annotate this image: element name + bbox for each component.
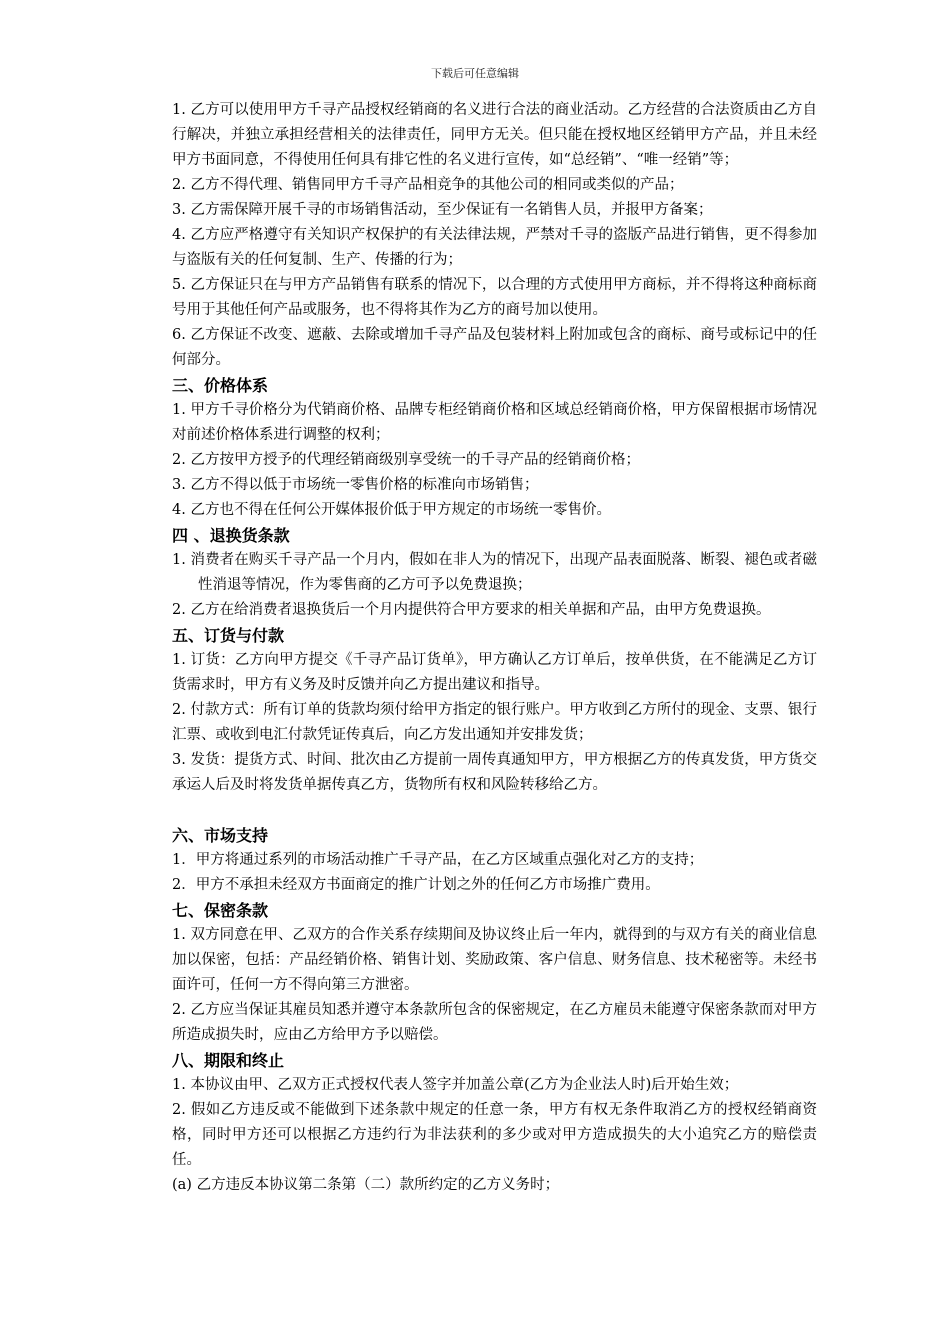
clause-paragraph: 2. 乙方在给消费者退换货后一个月内提供符合甲方要求的相关单据和产品，由甲方免费退换。 [172,602,771,618]
section-heading-term-termination: 八、期限和终止 [172,1051,285,1070]
section-heading-confidentiality: 七、保密条款 [172,901,269,920]
clause-paragraph: 4. 乙方应严格遵守有关知识产权保护的有关法律法规，严禁对千寻的盗版产品进行销售，更不得参加与盗版有关的任何复制、生产、传播的行为； [172,227,817,268]
clause-paragraph: 1. 乙方可以使用甲方千寻产品授权经销商的名义进行合法的商业活动。乙方经营的合法资质由乙方自行解决，并独立承担经营相关的法律责任，同甲方无关。但只能在授权地区经销甲方产品，并且未经甲方书面同意，不得使用任何具有排它性的名义进行宣传，如“总经销”、“唯一经销”等； [172,102,817,168]
clause-paragraph: 5. 乙方保证只在与甲方产品销售有联系的情况下，以合理的方式使用甲方商标，并不得将这种商标商号用于其他任何产品或服务，也不得将其作为乙方的商号加以使用。 [172,277,817,318]
clause-paragraph: 6. 乙方保证不改变、遮蔽、去除或增加千寻产品及包装材料上附加或包含的商标、商号或标记中的任何部分。 [172,327,817,368]
clause-paragraph: 1. 甲方千寻价格分为代销商价格、品牌专柜经销商价格和区域总经销商价格，甲方保留根据市场情况对前述价格体系进行调整的权利； [172,402,817,443]
clause-paragraph: 3. 发货：提货方式、时间、批次由乙方提前一周传真通知甲方，甲方根据乙方的传真发货，甲方货交承运人后及时将发货单据传真乙方，货物所有权和风险转移给乙方。 [172,752,817,793]
clause-paragraph: 1. 订货：乙方向甲方提交《千寻产品订货单》，甲方确认乙方订单后，按单供货，在不能满足乙方订货需求时，甲方有义务及时反馈并向乙方提出建议和指导。 [172,652,817,693]
document-body [172,98,817,1198]
clause-paragraph: 2. 假如乙方违反或不能做到下述条款中规定的任意一条，甲方有权无条件取消乙方的授权经销商资格，同时甲方还可以根据乙方违约行为非法获利的多少或对甲方造成损失的大小追究乙方的赔偿责任。 [172,1102,817,1168]
clause-paragraph: 1. 消费者在购买千寻产品一个月内，假如在非人为的情况下，出现产品表面脱落、断裂、褪色或者磁性消退等情况，作为零售商的乙方可予以免费退换； [172,552,817,593]
clause-paragraph: 2．甲方不承担未经双方书面商定的推广计划之外的任何乙方市场推广费用。 [172,877,660,893]
clause-paragraph: 2. 乙方应当保证其雇员知悉并遵守本条款所包含的保密规定，在乙方雇员未能遵守保密条款而对甲方所造成损失时，应由乙方给甲方予以赔偿。 [172,1002,817,1043]
section-heading-ordering-payment: 五、订货与付款 [172,626,285,645]
blank-line [172,798,817,823]
clause-paragraph: 1. 本协议由甲、乙双方正式授权代表人签字并加盖公章(乙方为企业法人时)后开始生效； [172,1077,739,1093]
section-heading-returns: 四 、退换货条款 [172,526,290,545]
clause-paragraph: (a) 乙方违反本协议第二条第（二）款所约定的乙方义务时； [172,1177,560,1193]
clause-paragraph: 1. 双方同意在甲、乙双方的合作关系存续期间及协议终止后一年内，就得到的与双方有关的商业信息加以保密，包括：产品经销价格、销售计划、奖励政策、客户信息、财务信息、技术秘密等。未经书面许可，任何一方不得向第三方泄密。 [172,927,817,993]
clause-paragraph: 3. 乙方不得以低于市场统一零售价格的标准向市场销售； [172,477,539,493]
clause-paragraph: 3. 乙方需保障开展千寻的市场销售活动，至少保证有一名销售人员，并报甲方备案； [172,202,713,218]
clause-paragraph: 2. 乙方按甲方授予的代理经销商级别享受统一的千寻产品的经销商价格； [172,452,640,468]
clause-paragraph: 2. 乙方不得代理、销售同甲方千寻产品相竞争的其他公司的相同或类似的产品； [172,177,684,193]
clause-paragraph: 2. 付款方式：所有订单的货款均须付给甲方指定的银行账户。甲方收到乙方所付的现金、支票、银行汇票、或收到电汇付款凭证传真后，向乙方发出通知并安排发货； [172,702,817,743]
page-header: 下载后可任意编辑 [431,67,519,80]
clause-paragraph: 4. 乙方也不得在任何公开媒体报价低于甲方规定的市场统一零售价。 [172,502,611,518]
clause-paragraph: 1．甲方将通过系列的市场活动推广千寻产品，在乙方区域重点强化对乙方的支持； [172,852,704,868]
section-heading-pricing: 三、价格体系 [172,376,269,395]
section-heading-market-support: 六、市场支持 [172,826,269,845]
